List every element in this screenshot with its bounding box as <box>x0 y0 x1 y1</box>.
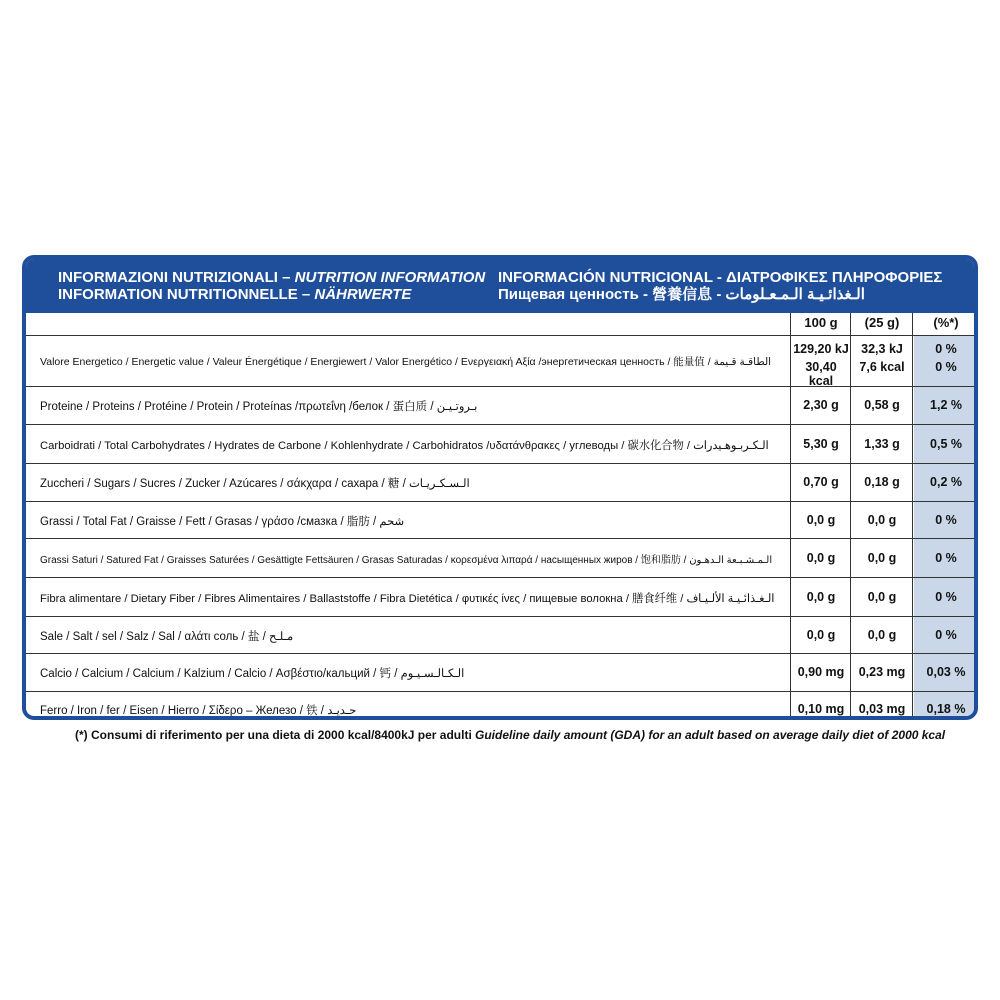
footnote-it: (*) Consumi di riferimento per una dieta di 2000 kcal/8400kJ per adulti <box>75 728 472 742</box>
value-percent: 0,18 % <box>926 702 966 716</box>
value-100g: 0,70 g <box>803 475 839 489</box>
header-title-en: NUTRITION INFORMATION <box>294 269 486 286</box>
value-percent: 0 % <box>935 342 957 356</box>
panel-header <box>26 259 974 313</box>
value-percent: 0 % <box>935 512 957 527</box>
value-25g: 32,3 kJ <box>861 342 903 356</box>
header-left <box>58 269 485 303</box>
nutrition-panel <box>22 255 978 720</box>
column-header-row <box>26 313 974 336</box>
col-25g: (25 g) <box>864 315 900 330</box>
header-title-de: NÄHRWERTE <box>314 286 412 303</box>
nutrient-label: Grassi Saturi / Satured Fat / Graisses Saturées / Gesättigte Fettsäuren / Grasas Saturadas / κορεσμένα λιπαρά / насыщенных жиров / 饱和脂肪 / الـمـشـبـعة الـدهـون <box>40 554 773 566</box>
header-title-it: INFORMAZIONI NUTRIZIONALI – <box>58 269 295 286</box>
value-25g-kcal: 7,6 kcal <box>859 360 905 374</box>
nutrient-label: Grassi / Total Fat / Graisse / Fett / Grasas / γράσο /смазка / 脂肪 / شحم <box>40 515 405 528</box>
value-100g-kcal: 30,40 kcal <box>805 360 837 388</box>
value-25g: 0,18 g <box>864 475 900 489</box>
value-100g: 0,90 mg <box>797 665 845 679</box>
value-100g: 0,0 g <box>806 512 836 527</box>
value-25g: 1,33 g <box>864 436 900 451</box>
nutrient-label: Calcio / Calcium / Calcium / Kalzium / Calcio / Ασβέστιο/кальций / 钙 / الـكـالـسـيـوم <box>40 668 465 680</box>
nutrient-label: Ferro / Iron / fer / Eisen / Hierro / Σίδερο – Железо / 铁 / حـديـد <box>40 705 357 717</box>
header-title-fr: INFORMATION NUTRITIONNELLE – <box>58 286 315 303</box>
value-100g: 2,30 g <box>803 398 839 412</box>
value-25g: 0,0 g <box>867 550 897 565</box>
table-row <box>26 617 974 654</box>
value-100g: 129,20 kJ <box>793 342 849 356</box>
nutrient-label: Valore Energetico / Energetic value / Valeur Énergétique / Energiewert / Valor Energético / Ενεργειακή Αξία /энергетическая ценность / 能量值 / الطاقـة قـيمة <box>40 355 772 368</box>
table-row <box>26 654 974 692</box>
nutrient-label: Sale / Salt / sel / Salz / Sal / αλάτι соль / 盐 / مـلـح <box>40 630 294 643</box>
table-row <box>26 336 974 387</box>
footnote-en: Guideline daily amount (GDA) for an adult based on average daily diet of 2000 kcal <box>475 728 946 742</box>
nutrient-label: Zuccheri / Sugars / Sucres / Zucker / Azúcares / σάκχαρα / сахара / 糖 / الـسـكـريـات <box>40 478 470 490</box>
value-25g: 0,23 mg <box>858 665 906 679</box>
table-row <box>26 578 974 617</box>
header-title-ru-cn-ar: Пищевая ценность - 營養信息 - الـغذائـيـة الـمـعـلومات <box>498 286 865 303</box>
value-100g: 0,0 g <box>806 550 836 565</box>
value-25g: 0,0 g <box>867 627 897 642</box>
header-right <box>498 269 942 303</box>
table-row <box>26 539 974 578</box>
value-percent: 0,2 % <box>930 475 962 489</box>
value-percent: 0,03 % <box>926 665 966 679</box>
value-100g: 0,0 g <box>806 589 836 604</box>
value-percent: 0 % <box>935 627 957 642</box>
table-row <box>26 692 974 720</box>
value-percent: 1,2 % <box>930 398 962 412</box>
value-25g: 0,03 mg <box>858 702 906 716</box>
value-percent: 0 % <box>935 550 957 565</box>
table-row <box>26 502 974 539</box>
value-25g: 0,58 g <box>864 398 900 412</box>
nutrient-label: Proteine / Proteins / Protéine / Protein / Proteínas /πρωτεΐνη /белок / 蛋白质 / بـروتـيـن <box>40 401 478 413</box>
value-percent: 0,5 % <box>930 436 962 451</box>
value-percent-kcal: 0 % <box>935 360 957 374</box>
nutrient-label: Fibra alimentare / Dietary Fiber / Fibres Alimentaires / Ballaststoffe / Fibra Dietética / φυτικές ίνες / пищевые волокна / 膳食纤维 / الـغـذائـيـة الألـيـاف <box>40 592 775 605</box>
value-percent: 0 % <box>935 589 957 604</box>
header-title-es-gr: INFORMACIÓN NUTRICIONAL - ΔΙΑΤΡΟΦΙΚΕΣ ΠΛΗΡΟΦΟΡΙΕΣ <box>498 269 943 286</box>
footnote <box>75 728 946 742</box>
value-100g: 0,0 g <box>806 627 836 642</box>
table-row <box>26 425 974 464</box>
table-row <box>26 387 974 425</box>
value-25g: 0,0 g <box>867 512 897 527</box>
value-25g: 0,0 g <box>867 589 897 604</box>
value-100g: 5,30 g <box>803 436 839 451</box>
table-row <box>26 464 974 502</box>
col-pct: (%*) <box>933 315 959 330</box>
col-100g: 100 g <box>804 315 838 330</box>
value-100g: 0,10 mg <box>797 702 845 716</box>
nutrient-label: Carboidrati / Total Carbohydrates / Hydrates de Carbone / Kohlenhydrate / Carbohidratos /υδατάνθρακες / углеводы / 碳水化合物 / الـكـربـوهـيدرات <box>40 439 769 452</box>
